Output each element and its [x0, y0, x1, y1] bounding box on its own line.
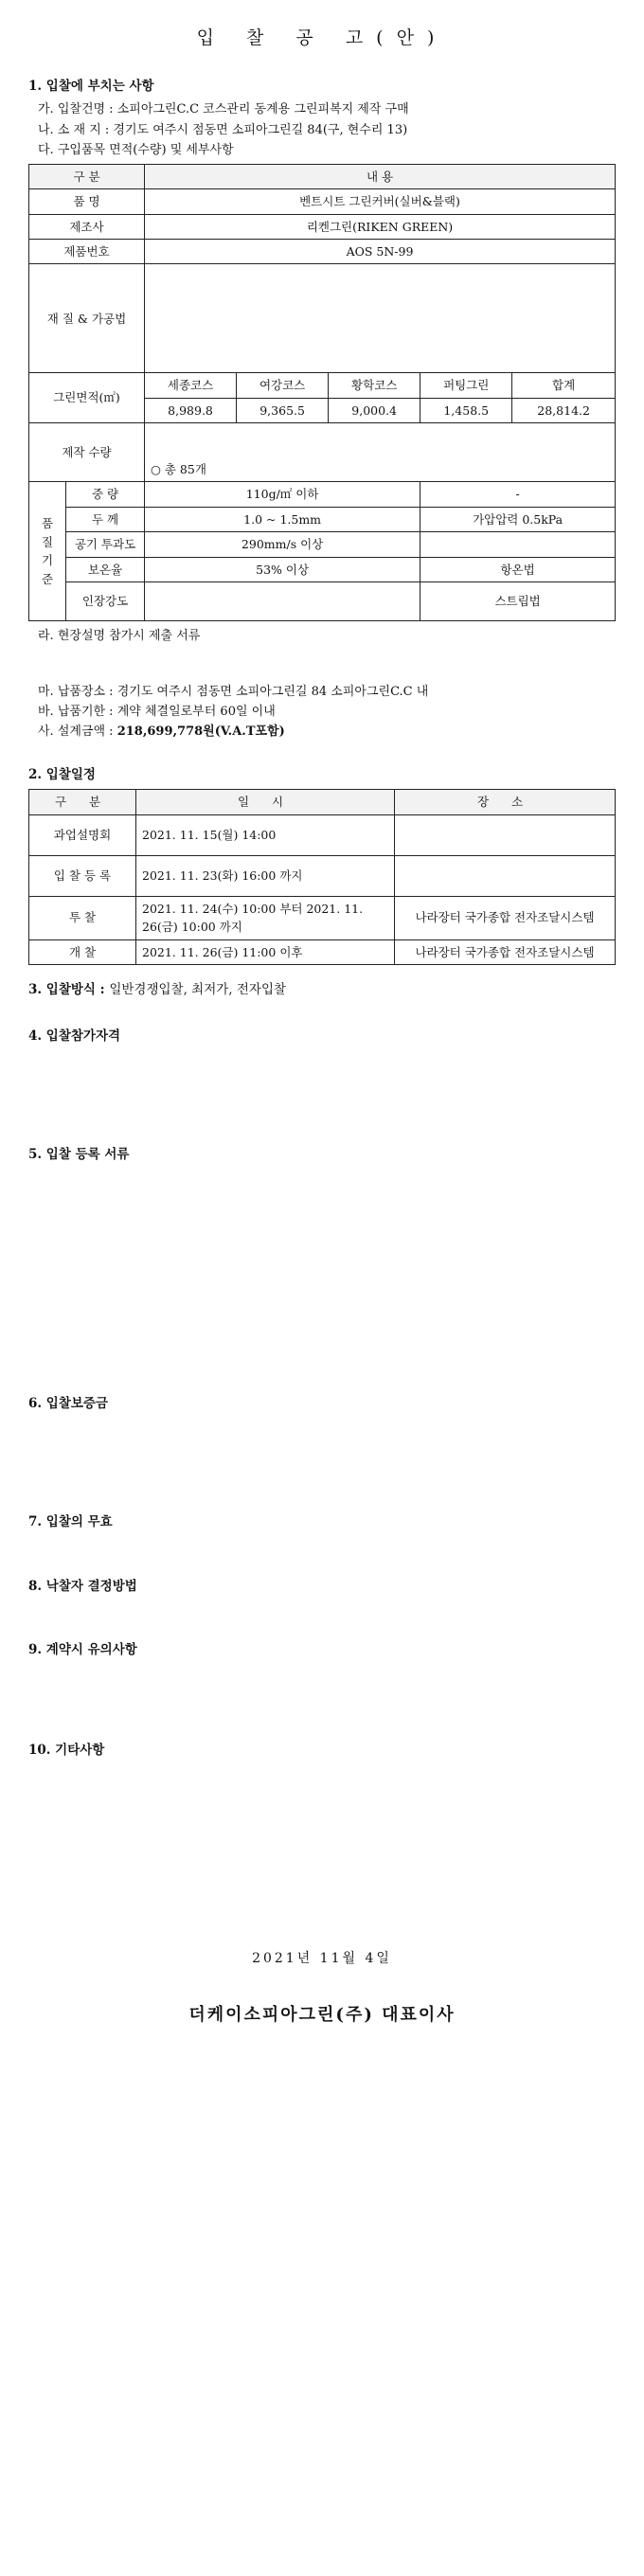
- section-9-line: [28, 1682, 616, 1699]
- document-item-text: [38, 1187, 426, 1204]
- quality-value: [145, 581, 420, 620]
- document-item-note: [426, 1241, 568, 1258]
- section-10-line: [28, 1764, 616, 1781]
- document-item-text: [38, 1205, 426, 1222]
- section-10-line: [28, 1890, 616, 1907]
- section-10: [28, 1741, 616, 1907]
- document-item-note: [426, 1187, 568, 1204]
- area-header: 퍼팅그린: [420, 373, 512, 398]
- section-1-tail-line: 바. 납품기한 : 계약 체결일로부터 60일 이내: [38, 705, 276, 720]
- quality-label: 품 질 기 준: [29, 482, 66, 621]
- schedule-header: 구 분: [29, 790, 136, 814]
- schedule-place: [395, 855, 616, 896]
- section-4-line: [28, 1086, 616, 1103]
- spec-header-category: 구 분: [29, 164, 145, 188]
- schedule-time: 2021. 11. 24(수) 10:00 부터 2021. 11. 26(금) 10:00 까지: [136, 896, 395, 939]
- document-item-text: [38, 1331, 426, 1348]
- section-5-remark: [28, 1353, 616, 1370]
- spec-header-content: 내 용: [145, 164, 616, 188]
- spec-label: 제품번호: [29, 239, 145, 263]
- documents-list: [28, 1169, 616, 1348]
- section-4-line: [28, 1068, 616, 1085]
- section-3-heading: 3. 입찰방식 :: [28, 981, 110, 997]
- schedule-place: 나라장터 국가종합 전자조달시스템: [395, 896, 616, 939]
- document-item: [28, 1205, 616, 1222]
- area-label: 그린면적(㎡): [29, 373, 145, 423]
- quality-value: 290mm/s 이상: [145, 532, 420, 557]
- section-1-heading: 1. 입찰에 부치는 사항: [28, 79, 154, 95]
- quality-method: 스트립법: [420, 581, 616, 620]
- section-8-heading: 8. 낙찰자 결정방법: [28, 1578, 137, 1594]
- section-1-tail-line: [28, 665, 616, 682]
- schedule-place: [395, 814, 616, 855]
- schedule-kind: 개 찰: [29, 939, 136, 964]
- schedule-header: 일 시: [136, 790, 395, 814]
- schedule-kind: 입 찰 등 록: [29, 855, 136, 896]
- section-4-line: [28, 1050, 616, 1067]
- area-value: 8,989.8: [145, 398, 237, 422]
- qty-line: [151, 426, 609, 443]
- section-4-line: [28, 1104, 616, 1121]
- section-3-value: 일반경쟁입찰, 최저가, 전자입찰: [109, 981, 287, 997]
- material-label: 재 질 & 가공법: [29, 264, 145, 373]
- quality-value: 110g/㎡ 이하: [145, 482, 420, 507]
- area-value: 9,365.5: [237, 398, 329, 422]
- document-item-text: [38, 1259, 426, 1276]
- material-line: [151, 284, 609, 301]
- quality-method: 가압압력 0.5kPa: [420, 507, 616, 531]
- material-line: [151, 318, 609, 335]
- spec-value: 리켄그린(RIKEN GREEN): [145, 214, 616, 239]
- area-value: 9,000.4: [329, 398, 420, 422]
- section-1: [28, 77, 616, 742]
- document-item-note: [426, 1313, 568, 1330]
- section-8: [28, 1577, 616, 1618]
- document-item: [28, 1169, 616, 1186]
- document-item: [28, 1223, 616, 1240]
- area-header: 세종코스: [145, 373, 237, 398]
- document-item-qty: [568, 1169, 616, 1186]
- document-item-text: [38, 1169, 426, 1186]
- section-10-line: [28, 1782, 616, 1799]
- qty-line: ○ 총 85개: [151, 462, 206, 477]
- document-item-note: [426, 1205, 568, 1222]
- signatory: 더케이소피아그린(주) 대표이사: [188, 2004, 456, 2025]
- material-line: [151, 267, 609, 284]
- schedule-kind: 투 찰: [29, 896, 136, 939]
- quality-value: 1.0 ~ 1.5mm: [145, 507, 420, 531]
- section-9: [28, 1640, 616, 1717]
- material-line: [151, 301, 609, 318]
- section-5: [28, 1145, 616, 1370]
- quality-method: [420, 532, 616, 557]
- schedule-header: 장 소: [395, 790, 616, 814]
- section-9-line: [28, 1664, 616, 1681]
- document-item-note: [426, 1169, 568, 1186]
- section-10-line: [28, 1872, 616, 1889]
- document-item-qty: [568, 1187, 616, 1204]
- section-4: [28, 1027, 616, 1121]
- document-item-qty: [568, 1223, 616, 1240]
- document-item-text: [38, 1223, 426, 1240]
- document-item-text: [38, 1295, 426, 1312]
- document-item-qty: [568, 1331, 616, 1348]
- document-item-qty: [568, 1259, 616, 1276]
- material-line: [151, 335, 609, 352]
- qty-cell: [145, 423, 616, 482]
- schedule-table: [28, 789, 616, 965]
- document-item: [28, 1331, 616, 1348]
- section-3: [28, 980, 616, 1000]
- schedule-time: 2021. 11. 23(화) 16:00 까지: [136, 855, 395, 896]
- quality-name: 공기 투과도: [66, 532, 145, 557]
- material-line: [151, 352, 609, 369]
- section-7: [28, 1512, 616, 1553]
- section-1-line: 다. 구입품목 면적(수량) 및 세부사항: [38, 142, 234, 157]
- spec-label: 제조사: [29, 214, 145, 239]
- section-10-line: [28, 1800, 616, 1817]
- notice-date: 2021년 11월 4일: [252, 1951, 392, 1967]
- section-10-heading: 10. 기타사항: [28, 1743, 105, 1759]
- section-6-line: [28, 1418, 616, 1435]
- document-item-qty: [568, 1205, 616, 1222]
- section-6-line: [28, 1472, 616, 1489]
- document-item: [28, 1313, 616, 1330]
- quality-value: 53% 이상: [145, 557, 420, 581]
- section-6: [28, 1394, 616, 1489]
- area-value: 1,458.5: [420, 398, 512, 422]
- section-7-line: [28, 1536, 616, 1553]
- document-item-text: [38, 1313, 426, 1330]
- section-2: [28, 765, 616, 964]
- section-9-heading: 9. 계약시 유의사항: [28, 1642, 137, 1658]
- design-price-value: 218,699,778원(V.A.T포함): [116, 724, 285, 740]
- document-item: [28, 1295, 616, 1312]
- section-1-line: 나. 소 재 지 : 경기도 여주시 점동면 소피아그린길 84(구, 현수리 13): [38, 122, 408, 137]
- schedule-time: 2021. 11. 15(월) 14:00: [136, 814, 395, 855]
- section-6-line: [28, 1454, 616, 1471]
- qty-line: [151, 443, 609, 460]
- document-item: [28, 1241, 616, 1258]
- spec-value: AOS 5N-99: [145, 239, 616, 263]
- document-item-note: [426, 1259, 568, 1276]
- area-header: 여강코스: [237, 373, 329, 398]
- spec-table: [28, 164, 616, 621]
- document-item-qty: [568, 1241, 616, 1258]
- section-1-line: 가. 입찰건명 : 소피아그린C.C 코스관리 동계용 그린피복지 제작 구매: [38, 102, 409, 117]
- section-2-heading: 2. 입찰일정: [28, 767, 96, 783]
- section-1-tail-line: 마. 납품장소 : 경기도 여주시 점동면 소피아그린길 84 소피아그린C.C 내: [38, 685, 429, 700]
- document-item-note: [426, 1331, 568, 1348]
- section-8-line: [28, 1600, 616, 1617]
- schedule-kind: 과업설명회: [29, 814, 136, 855]
- quality-method: 항온법: [420, 557, 616, 581]
- quality-name: 인장강도: [66, 581, 145, 620]
- document-item: [28, 1259, 616, 1276]
- schedule-place: 나라장터 국가종합 전자조달시스템: [395, 939, 616, 964]
- area-header: 합계: [512, 373, 616, 398]
- area-value: 28,814.2: [512, 398, 616, 422]
- document-item-note: [426, 1277, 568, 1294]
- spec-label: 품 명: [29, 189, 145, 214]
- section-1-tail-line: 라. 현장설명 참가시 제출 서류: [38, 628, 201, 643]
- quality-name: 중 량: [66, 482, 145, 507]
- design-price-label: 사. 설계금액 :: [38, 724, 117, 740]
- section-4-heading: 4. 입찰참가자격: [28, 1028, 121, 1044]
- section-6-heading: 6. 입찰보증금: [28, 1395, 108, 1411]
- document-item: [28, 1277, 616, 1294]
- schedule-time: 2021. 11. 26(금) 11:00 이후: [136, 939, 395, 964]
- section-1-tail-line: [28, 647, 616, 664]
- design-price: [28, 723, 616, 742]
- section-10-line: [28, 1854, 616, 1871]
- qty-label: 제작 수량: [29, 423, 145, 482]
- section-7-heading: 7. 입찰의 무효: [28, 1513, 113, 1530]
- material-cell: [145, 264, 616, 373]
- document-item-note: [426, 1223, 568, 1240]
- quality-name: 두 께: [66, 507, 145, 531]
- document-item-text: [38, 1241, 426, 1258]
- section-5-heading: 5. 입찰 등록 서류: [28, 1146, 130, 1162]
- document-item-qty: [568, 1277, 616, 1294]
- quality-name: 보온율: [66, 557, 145, 581]
- page-title: 입 찰 공 고(안): [196, 27, 448, 48]
- document-item-qty: [568, 1313, 616, 1330]
- document-item: [28, 1187, 616, 1204]
- document-item-qty: [568, 1295, 616, 1312]
- section-10-line: [28, 1836, 616, 1853]
- document-item-note: [426, 1295, 568, 1312]
- section-6-line: [28, 1436, 616, 1453]
- area-header: 황학코스: [329, 373, 420, 398]
- section-9-line: [28, 1700, 616, 1717]
- section-10-line: [28, 1818, 616, 1835]
- document-item-text: [38, 1277, 426, 1294]
- quality-method: -: [420, 482, 616, 507]
- spec-value: 벤트시트 그린커버(실버&블랙): [145, 189, 616, 214]
